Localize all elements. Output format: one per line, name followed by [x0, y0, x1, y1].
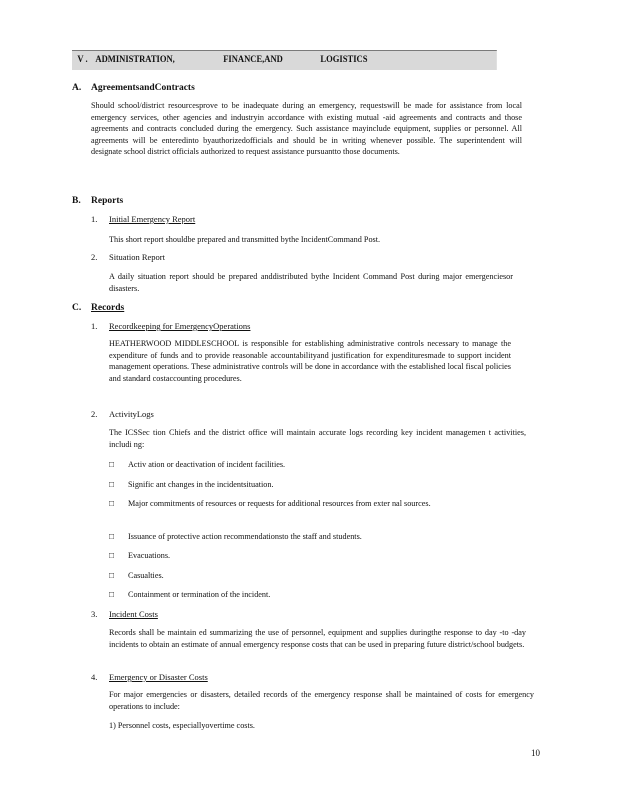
activity-bullet: Major commitments of resources or requests for additional resources from exter nal sources.	[128, 499, 431, 508]
bullet-box-icon: □	[109, 570, 115, 580]
item-number: 2.	[91, 252, 98, 262]
recordkeeping-text: HEATHERWOOD MIDDLESCHOOL is responsible for establishing administrative controls necessary to manage the expenditure of funds and to provide reasonable accountabilityand justification for expendituresmade to support incident management operations. These administrative controls will be done in accordance with the established local fiscal policies and standard costaccounting procedures.	[109, 339, 511, 383]
activity-bullet: Signific ant changes in the incidentsituation.	[128, 480, 274, 489]
bullet-box-icon: □	[109, 589, 115, 599]
item-title-situation-report: Situation Report	[109, 252, 165, 262]
heading-records: Records	[91, 303, 125, 313]
bullet-box-icon: □	[109, 459, 115, 469]
activity-bullet: Containment or termination of the incident.	[128, 590, 271, 599]
section-title-1: ADMINISTRATION,	[95, 55, 175, 65]
situation-report-text: A daily situation report should be prepared anddistributed bythe Incident Command Post during major emergenciesor disasters.	[109, 272, 513, 293]
section-header	[72, 50, 497, 70]
activity-bullet: Casualties.	[128, 571, 164, 580]
activity-bullet: Evacuations.	[128, 551, 171, 560]
incident-costs-text: Records shall be maintain ed summarizing the use of personnel, equipment and supplies duringthe response to day -to -day incidents to obtain an estimate of annual emergency response costs that can be used in preparing future district/school budgets.	[109, 628, 526, 649]
personnel-costs-subitem: 1) Personnel costs, especiallyovertime costs.	[109, 721, 255, 730]
section-roman: V .	[77, 55, 88, 65]
heading-letter-b: B.	[72, 196, 81, 206]
activity-bullet: Issuance of protective action recommendationsto the staff and students.	[128, 532, 362, 541]
heading-letter-c: C.	[72, 303, 82, 313]
page-number: 10	[531, 748, 540, 758]
heading-agreements: AgreementsandContracts	[91, 83, 195, 93]
bullet-box-icon: □	[109, 479, 115, 489]
section-title-2: FINANCE,AND	[223, 55, 283, 65]
item-number: 3.	[91, 609, 98, 619]
item-title-activity-logs: ActivityLogs	[109, 409, 154, 419]
bullet-box-icon: □	[109, 498, 115, 508]
item-number: 1.	[91, 321, 98, 331]
agreements-paragraph: Should school/district resourcesprove to be inadequate during an emergency, requestswill be made for assistance from local emergency services, other agencies and industryin accordance with existing mutual -aid agreements and contracts and those agreements and contracts concluded during the emergency. Such assistance mayinclude equipment, supplies or personnel. All agreements will be enteredinto byauthorizedofficials and should be in writing whenever possible. The superintendent will designate school district officials authorized to request assistance pursuantto those documents.	[91, 101, 522, 157]
item-title-recordkeeping: Recordkeeping for EmergencyOperations	[109, 321, 251, 331]
emergency-costs-text: For major emergencies or disasters, detailed records of the emergency response shall be maintained of costs for emergency operations to include:	[109, 690, 534, 711]
item-number: 4.	[91, 672, 98, 682]
bullet-box-icon: □	[109, 531, 115, 541]
item-title-initial-report: Initial Emergency Report	[109, 214, 196, 224]
item-title-incident-costs: Incident Costs	[109, 609, 158, 619]
initial-report-text: This short report shouldbe prepared and transmitted bythe IncidentCommand Post.	[109, 235, 381, 244]
item-number: 1.	[91, 214, 98, 224]
activity-bullet: Activ ation or deactivation of incident facilities.	[128, 460, 286, 469]
heading-letter-a: A.	[72, 83, 82, 93]
heading-reports: Reports	[91, 196, 124, 206]
activity-logs-text: The ICSSec tion Chiefs and the district office will maintain accurate logs recording key incident managemen t activities, includi ng:	[109, 428, 526, 449]
item-number: 2.	[91, 409, 98, 419]
item-title-emergency-costs: Emergency or Disaster Costs	[109, 672, 208, 682]
section-title-3: LOGISTICS	[320, 55, 368, 65]
bullet-box-icon: □	[109, 550, 115, 560]
